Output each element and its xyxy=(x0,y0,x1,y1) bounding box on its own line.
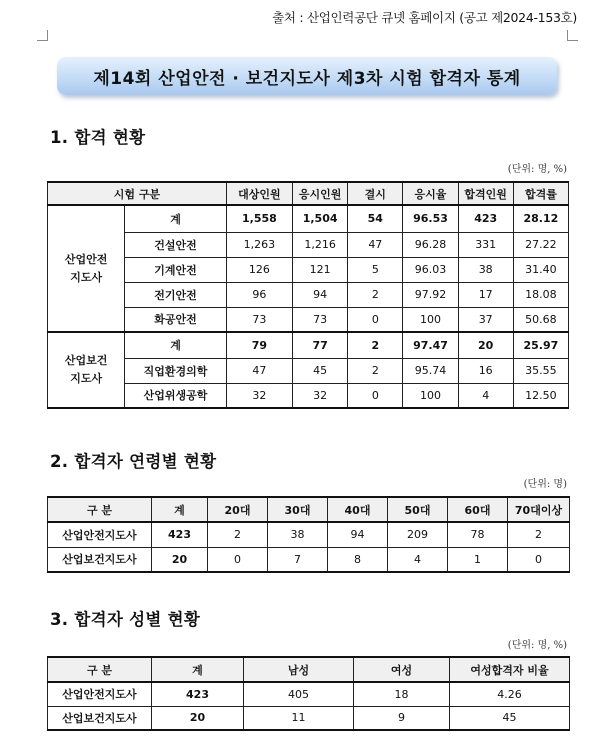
table-cell: 79 xyxy=(226,332,292,358)
table-cell: 18 xyxy=(354,682,450,706)
table-cell: 96.53 xyxy=(403,205,458,232)
table-cell: 0 xyxy=(348,383,403,408)
table-cell: 96 xyxy=(226,282,292,307)
row-label: 산업안전지도사 xyxy=(48,682,152,706)
table-cell: 1,504 xyxy=(293,205,348,232)
table-cell: 73 xyxy=(293,307,348,332)
table-cell: 95.74 xyxy=(403,358,458,383)
table-cell: 78 xyxy=(448,522,508,547)
table-cell: 423 xyxy=(152,522,208,547)
table-cell: 100 xyxy=(403,383,458,408)
table-cell: 121 xyxy=(293,257,348,282)
header-female: 여성 xyxy=(354,657,450,682)
header-70s-plus: 70대이상 xyxy=(508,497,570,522)
table-cell: 100 xyxy=(403,307,458,332)
table-cell: 94 xyxy=(328,522,388,547)
group-label-safety: 산업안전 지도사 xyxy=(48,205,125,332)
table-cell: 4.26 xyxy=(450,682,570,706)
pass-status-table xyxy=(47,181,569,409)
group-label-health: 산업보건 지도사 xyxy=(48,332,125,408)
section3-unit: (단위: 명, %) xyxy=(507,640,567,651)
table-row xyxy=(48,232,569,257)
section3-title: 3. 합격자 성별 현황 xyxy=(50,610,201,629)
table-cell: 20 xyxy=(152,706,244,730)
section2-title: 2. 합격자 연령별 현황 xyxy=(50,452,217,471)
row-label: 산업보건지도사 xyxy=(48,706,152,730)
table-cell: 0 xyxy=(208,547,268,572)
row-label: 계 xyxy=(125,332,227,358)
table-cell: 37 xyxy=(458,307,513,332)
table-cell: 331 xyxy=(458,232,513,257)
table-cell: 4 xyxy=(458,383,513,408)
table-cell: 17 xyxy=(458,282,513,307)
table-cell: 2 xyxy=(348,282,403,307)
header-category: 구 분 xyxy=(48,497,152,522)
table-cell: 38 xyxy=(268,522,328,547)
row-label: 기계안전 xyxy=(125,257,227,282)
table-cell: 35.55 xyxy=(513,358,568,383)
table-cell: 2 xyxy=(508,522,570,547)
table-cell: 11 xyxy=(244,706,354,730)
header-applicants: 응시인원 xyxy=(293,182,348,205)
table-row xyxy=(48,205,569,232)
header-40s: 40대 xyxy=(328,497,388,522)
row-label: 건설안전 xyxy=(125,232,227,257)
header-absent: 결시 xyxy=(348,182,403,205)
table-cell: 7 xyxy=(268,547,328,572)
table-cell: 1,558 xyxy=(226,205,292,232)
table-cell: 423 xyxy=(458,205,513,232)
table-cell: 1,216 xyxy=(293,232,348,257)
header-category: 구 분 xyxy=(48,657,152,682)
header-total: 계 xyxy=(152,657,244,682)
source-note: 출처 : 산업인력공단 큐넷 홈페이지 (공고 제2024-153호) xyxy=(272,10,577,25)
table-cell: 2 xyxy=(208,522,268,547)
gender-table xyxy=(47,656,570,731)
table-cell: 16 xyxy=(458,358,513,383)
table-row xyxy=(48,706,570,730)
table-cell: 45 xyxy=(450,706,570,730)
table-cell: 32 xyxy=(226,383,292,408)
section2-unit: (단위: 명) xyxy=(523,479,567,490)
table-cell: 1 xyxy=(448,547,508,572)
table-cell: 0 xyxy=(508,547,570,572)
table-cell: 47 xyxy=(226,358,292,383)
table-cell: 0 xyxy=(348,307,403,332)
page-title: 제14회 산업안전 · 보건지도사 제3차 시험 합격자 통계 xyxy=(93,68,521,89)
header-target: 대상인원 xyxy=(226,182,292,205)
table-cell: 38 xyxy=(458,257,513,282)
table-cell: 126 xyxy=(226,257,292,282)
table-cell: 423 xyxy=(152,682,244,706)
table-cell: 2 xyxy=(348,332,403,358)
header-total: 계 xyxy=(152,497,208,522)
table-cell: 25.97 xyxy=(513,332,568,358)
section1-unit: (단위: 명, %) xyxy=(507,164,567,175)
table-cell: 96.03 xyxy=(403,257,458,282)
table-row xyxy=(48,547,570,572)
header-rate: 응시율 xyxy=(403,182,458,205)
table-cell: 32 xyxy=(293,383,348,408)
section1-title: 1. 합격 현황 xyxy=(50,128,146,147)
table-cell: 9 xyxy=(354,706,450,730)
header-exam-type: 시험 구분 xyxy=(48,182,227,205)
corner-mark-left xyxy=(37,30,48,41)
header-60s: 60대 xyxy=(448,497,508,522)
table-row xyxy=(48,282,569,307)
table-cell: 31.40 xyxy=(513,257,568,282)
row-label: 산업위생공학 xyxy=(125,383,227,408)
table-cell: 28.12 xyxy=(513,205,568,232)
header-female-ratio: 여성합격자 비율 xyxy=(450,657,570,682)
table-cell: 4 xyxy=(388,547,448,572)
table-cell: 2 xyxy=(348,358,403,383)
table-cell: 18.08 xyxy=(513,282,568,307)
row-label: 전기안전 xyxy=(125,282,227,307)
row-label: 산업안전지도사 xyxy=(48,522,152,547)
header-male: 남성 xyxy=(244,657,354,682)
header-50s: 50대 xyxy=(388,497,448,522)
row-label: 산업보건지도사 xyxy=(48,547,152,572)
table-row xyxy=(48,383,569,408)
table-row xyxy=(48,358,569,383)
table-cell: 405 xyxy=(244,682,354,706)
table-row xyxy=(48,307,569,332)
table-cell: 50.68 xyxy=(513,307,568,332)
table-cell: 12.50 xyxy=(513,383,568,408)
header-passed: 합격인원 xyxy=(458,182,513,205)
table-row xyxy=(48,257,569,282)
row-label: 직업환경의학 xyxy=(125,358,227,383)
corner-mark-right xyxy=(567,30,578,41)
table-cell: 47 xyxy=(348,232,403,257)
table-cell: 73 xyxy=(226,307,292,332)
table-cell: 20 xyxy=(458,332,513,358)
table-cell: 94 xyxy=(293,282,348,307)
table-cell: 1,263 xyxy=(226,232,292,257)
table-cell: 27.22 xyxy=(513,232,568,257)
table-cell: 20 xyxy=(152,547,208,572)
header-pass-rate: 합격률 xyxy=(513,182,568,205)
title-banner xyxy=(57,57,557,95)
header-20s: 20대 xyxy=(208,497,268,522)
table-cell: 77 xyxy=(293,332,348,358)
table-cell: 97.92 xyxy=(403,282,458,307)
table-cell: 209 xyxy=(388,522,448,547)
table-cell: 97.47 xyxy=(403,332,458,358)
table-cell: 45 xyxy=(293,358,348,383)
table-cell: 96.28 xyxy=(403,232,458,257)
header-30s: 30대 xyxy=(268,497,328,522)
row-label: 화공안전 xyxy=(125,307,227,332)
row-label: 계 xyxy=(125,205,227,232)
table-row xyxy=(48,522,570,547)
table-cell: 5 xyxy=(348,257,403,282)
table-row xyxy=(48,682,570,706)
age-table xyxy=(47,496,570,573)
table-cell: 54 xyxy=(348,205,403,232)
table-row xyxy=(48,332,569,358)
table-cell: 8 xyxy=(328,547,388,572)
